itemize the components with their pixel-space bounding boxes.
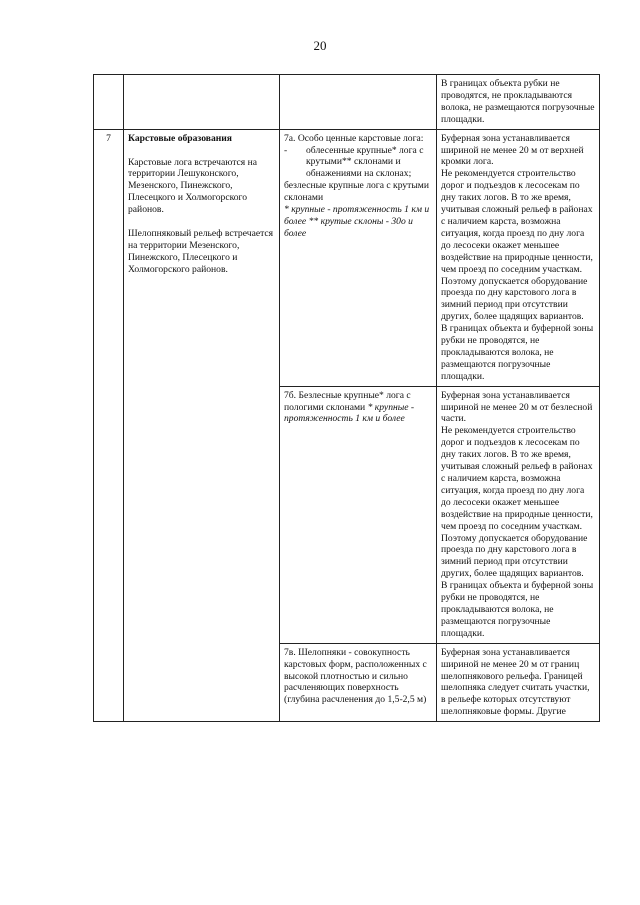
category-text: 7б. Безлесные крупные* лога с пологими склонами — [284, 389, 411, 413]
object-description-2: Шелопняковый рельеф встречается на территории Мезенского, Пинежского, Плесецкого и Холмогорского районов. — [128, 228, 274, 275]
category-text: безлесные крупные лога с крутыми склонами — [284, 180, 430, 204]
object-cell — [124, 129, 280, 722]
measures-cell — [437, 129, 600, 386]
category-cell — [280, 643, 437, 721]
page-number: 20 — [313, 38, 327, 53]
measures-buffer-zone: Буферная зона устанавливается шириной не менее 20 м от границ шелопнякового рельефа. Границей шелопняка следует считать участки, в рельефе которых отсутствуют шелопняковые формы. Другие — [441, 646, 590, 718]
row-number-cell: 7 — [94, 129, 124, 722]
category-intro: 7а. Особо ценные карстовые лога: — [284, 132, 424, 144]
measures-buffer-zone: Буферная зона устанавливается шириной не менее 20 м от безлесной части. — [441, 389, 593, 425]
bullet-text: облесенные крупные* лога с крутыми** склонами и обнажениями на склонах; — [306, 144, 424, 180]
category-footnote: * крупные - протяженность 1 км и более ** крутые склоны - 30о и более — [284, 204, 430, 239]
measures-text: В границах объекта рубки не проводятся, не прокладываются волока, не размещаются погрузочные площадки. — [441, 78, 595, 125]
category-text: 7в. Шелопняки - совокупность карстовых форм, расположенных с высокой плотностью и сильно расчленяющих поверхность (глубина расчленения до 1,5-2,5 м) — [284, 646, 427, 706]
karst-objects-table — [93, 74, 600, 722]
measures-roads: Не рекомендуется строительство дорог и подъездов к лесосекам по дну таких логов. В то же время, учитывая сложный рельеф в районах с наличием карста, возможна ситуация, когда проезд по дну лога до лесосеки окажет меньшее воздействие на природные ценности, чем проезд по соседним участкам. Поэтому допускается оборудование проезда по дну карстового лога в зимний период при отсутствии других, более щадящих вариантов. — [441, 168, 593, 323]
measures-restrictions: В границах объекта и буферной зоны рубки не проводятся, не прокладываются волока, не размещаются погрузочные площадки. — [441, 580, 594, 639]
category-bullet — [284, 145, 432, 181]
category-cell — [280, 129, 437, 386]
measures-cell — [437, 386, 600, 643]
object-cell — [124, 75, 280, 130]
measures-cell — [437, 75, 600, 130]
category-footnote: * крупные - протяженность 1 км и более — [284, 401, 415, 425]
object-title: Карстовые образования — [128, 132, 232, 144]
measures-cell — [437, 643, 600, 721]
measures-buffer-zone: Буферная зона устанавливается шириной не менее 20 м от верхней кромки лога. — [441, 132, 584, 168]
category-cell — [280, 386, 437, 643]
measures-roads: Не рекомендуется строительство дорог и подъездов к лесосекам по дну таких логов. В то же время, учитывая сложный рельеф в районах с наличием карста, возможна ситуация, когда проезд по дну лога до лесосеки окажет меньшее воздействие на природные ценности, чем проезд по соседним участкам. Поэтому допускается оборудование проезда по дну карстового лога в зимний период при отсутствии других, более щадящих вариантов. — [441, 425, 593, 580]
object-description-1: Карстовые лога встречаются на территории Лешуконского, Мезенского, Пинежского, Плесецкого и Холмогорского районов. — [128, 156, 258, 216]
row-number-cell — [94, 75, 124, 130]
measures-restrictions: В границах объекта и буферной зоны рубки не проводятся, не прокладываются волока, не размещаются погрузочные площадки. — [441, 323, 594, 382]
table-row-continuation — [94, 75, 600, 130]
bullet-mark: - — [284, 144, 288, 156]
table-row-7a — [94, 129, 600, 386]
category-cell — [280, 75, 437, 130]
